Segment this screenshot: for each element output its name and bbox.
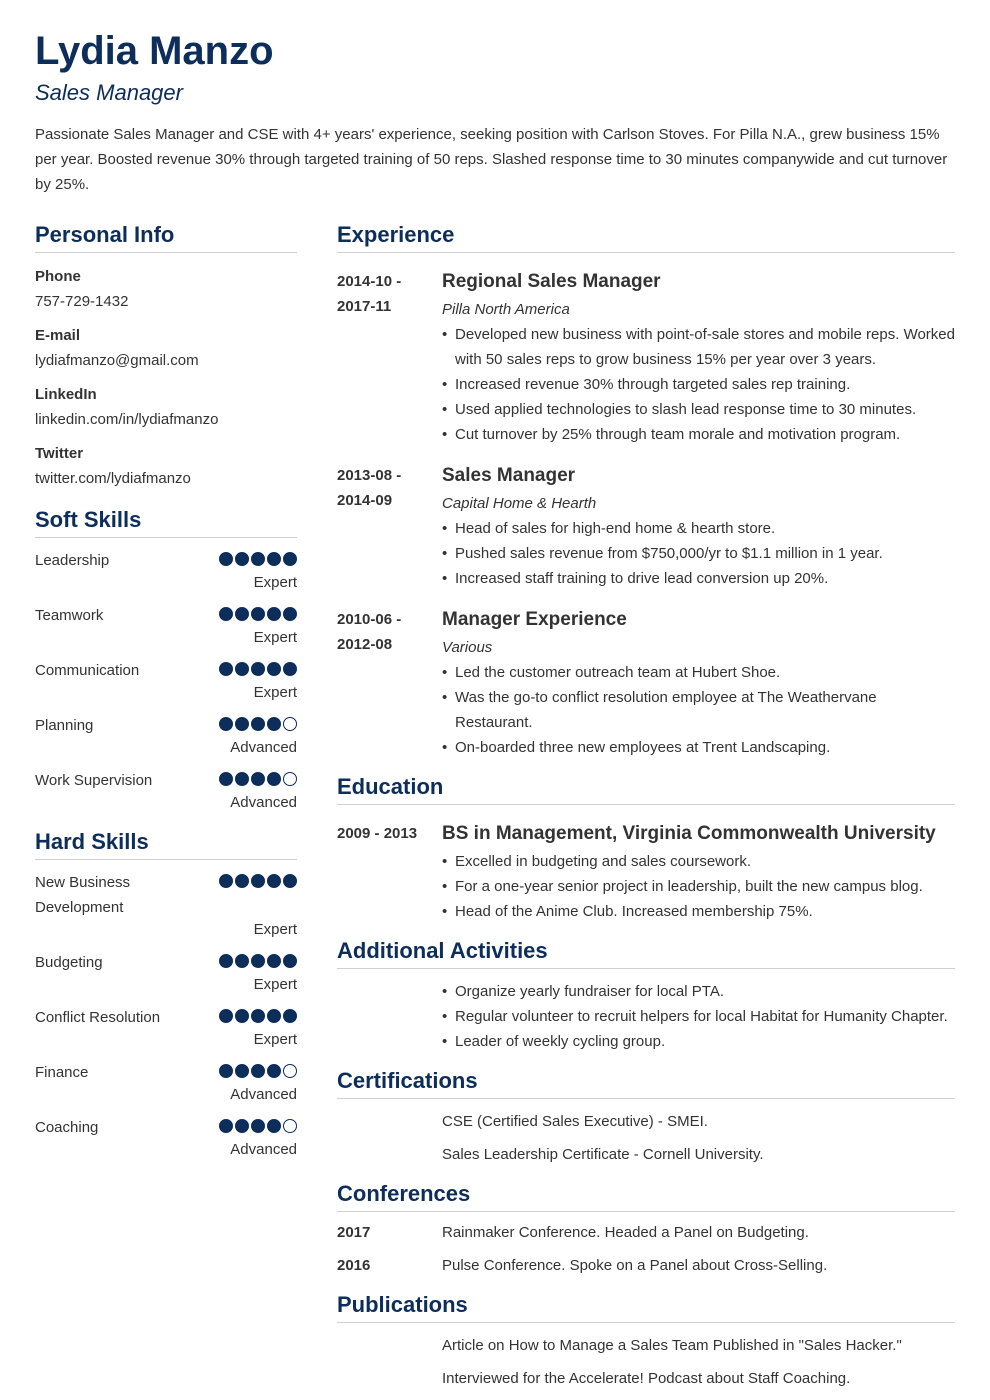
- filled-dot-icon: [251, 772, 265, 786]
- personal-info-list: [35, 267, 297, 489]
- skill-rating-dots: [219, 1009, 297, 1023]
- twitter-value: twitter.com/lydiafmanzo: [35, 470, 191, 487]
- experience-section: [337, 222, 955, 760]
- skill-level: Advanced: [230, 1086, 297, 1103]
- filled-dot-icon: [267, 772, 281, 786]
- filled-dot-icon: [267, 662, 281, 676]
- filled-dot-icon: [235, 1009, 249, 1023]
- activities-date-spacer: [337, 979, 442, 1054]
- filled-dot-icon: [283, 552, 297, 566]
- activity-item: • Organize yearly fundraiser for local PTA.: [442, 979, 955, 1004]
- experience-body: [442, 463, 955, 591]
- skill-item: [35, 1060, 297, 1105]
- filled-dot-icon: [267, 1009, 281, 1023]
- filled-dot-icon: [283, 607, 297, 621]
- filled-dot-icon: [235, 552, 249, 566]
- soft-skills-list: [35, 548, 297, 813]
- linkedin-value: linkedin.com/in/lydiafmanzo: [35, 411, 219, 428]
- education-detail-item: • Head of the Anime Club. Increased membership 75%.: [442, 899, 955, 924]
- company-name: Various: [442, 639, 493, 656]
- degree-title: BS in Management, Virginia Commonwealth University: [442, 823, 936, 844]
- experience-list: [337, 269, 955, 760]
- skill-item: [35, 658, 297, 703]
- filled-dot-icon: [251, 607, 265, 621]
- skill-name: Leadership: [35, 552, 110, 569]
- conference-year: 2016: [337, 1257, 371, 1274]
- responsibility-item: • Led the customer outreach team at Hubert Shoe.: [442, 660, 955, 685]
- skill-item: [35, 713, 297, 758]
- skill-name: Coaching: [35, 1119, 99, 1136]
- empty-dot-icon: [283, 1064, 297, 1078]
- conferences-heading: Conferences: [337, 1181, 955, 1212]
- responsibility-item: • Cut turnover by 25% through team morale and motivation program.: [442, 422, 955, 447]
- skill-level: Expert: [253, 629, 297, 646]
- skill-name: Work Supervision: [35, 772, 153, 789]
- profile-summary: Passionate Sales Manager and CSE with 4+ years' experience, seeking position with Carlson Stoves. For Pilla N.A., grew business 15% per year. Boosted revenue 30% through targeted training of 50 reps. Slashed response time to 30 minutes companywide and cut turnover by 25%.: [35, 126, 948, 193]
- education-detail-item: • Excelled in budgeting and sales coursework.: [442, 849, 955, 874]
- skill-item: [35, 768, 297, 813]
- activity-item: • Regular volunteer to recruit helpers for local Habitat for Humanity Chapter.: [442, 1004, 955, 1029]
- skill-rating-dots: [219, 1064, 297, 1078]
- education-detail-list: [442, 849, 955, 924]
- skill-item: [35, 548, 297, 593]
- conference-text: Pulse Conference. Spoke on a Panel about Cross-Selling.: [442, 1257, 828, 1274]
- publications-heading: Publications: [337, 1292, 955, 1323]
- education-entry: [337, 821, 955, 924]
- filled-dot-icon: [219, 552, 233, 566]
- phone-value: 757-729-1432: [35, 293, 129, 310]
- certifications-list: [442, 1101, 955, 1167]
- filled-dot-icon: [235, 772, 249, 786]
- left-column: [35, 222, 297, 1170]
- skill-level: Advanced: [230, 794, 297, 811]
- activities-list: [442, 979, 955, 1054]
- filled-dot-icon: [267, 874, 281, 888]
- responsibility-list: [442, 516, 955, 591]
- skill-rating-dots: [219, 772, 297, 786]
- responsibility-item: • Was the go-to conflict resolution employee at The Weathervane Restaurant.: [442, 685, 955, 735]
- filled-dot-icon: [267, 954, 281, 968]
- certifications-heading: Certifications: [337, 1068, 955, 1099]
- soft-skills-heading: Soft Skills: [35, 507, 297, 538]
- activities-heading: Additional Activities: [337, 938, 955, 969]
- position-title: Regional Sales Manager: [442, 271, 661, 292]
- skill-name: Communication: [35, 662, 140, 679]
- linkedin-label: LinkedIn: [35, 386, 97, 403]
- filled-dot-icon: [251, 717, 265, 731]
- responsibility-item: • Pushed sales revenue from $750,000/yr to $1.1 million in 1 year.: [442, 541, 955, 566]
- experience-entry: [337, 463, 955, 591]
- filled-dot-icon: [235, 717, 249, 731]
- position-title: Sales Manager: [442, 465, 576, 486]
- email-value: lydiafmanzo@gmail.com: [35, 352, 199, 369]
- experience-body: [442, 607, 955, 760]
- personal-info-heading: Personal Info: [35, 222, 297, 253]
- filled-dot-icon: [251, 874, 265, 888]
- filled-dot-icon: [219, 1064, 233, 1078]
- publications-date-spacer: [337, 1325, 442, 1391]
- skill-level: Expert: [253, 976, 297, 993]
- filled-dot-icon: [283, 954, 297, 968]
- responsibility-item: • Used applied technologies to slash lead response time to 30 minutes.: [442, 397, 955, 422]
- skill-rating-dots: [219, 662, 297, 676]
- skill-item: [35, 950, 297, 995]
- filled-dot-icon: [219, 717, 233, 731]
- skill-level: Advanced: [230, 739, 297, 756]
- filled-dot-icon: [283, 662, 297, 676]
- education-section: [337, 774, 955, 924]
- filled-dot-icon: [235, 1119, 249, 1133]
- company-name: Pilla North America: [442, 301, 570, 318]
- skill-rating-dots: [219, 874, 297, 888]
- certifications-section: [337, 1068, 955, 1167]
- filled-dot-icon: [267, 1064, 281, 1078]
- candidate-name: Lydia Manzo: [35, 29, 274, 73]
- certification-item: CSE (Certified Sales Executive) - SMEI.: [442, 1113, 708, 1130]
- experience-heading: Experience: [337, 222, 955, 253]
- responsibility-item: • Increased staff training to drive lead conversion up 20%.: [442, 566, 955, 591]
- filled-dot-icon: [251, 662, 265, 676]
- empty-dot-icon: [283, 1119, 297, 1133]
- filled-dot-icon: [235, 1064, 249, 1078]
- filled-dot-icon: [219, 1009, 233, 1023]
- filled-dot-icon: [219, 1119, 233, 1133]
- skill-name: New Business Development: [35, 874, 131, 916]
- email-label: E-mail: [35, 327, 81, 344]
- experience-date: 2013-08 - 2014-09: [337, 467, 402, 509]
- skill-item: [35, 1005, 297, 1050]
- filled-dot-icon: [219, 662, 233, 676]
- filled-dot-icon: [235, 954, 249, 968]
- hard-skills-heading: Hard Skills: [35, 829, 297, 860]
- experience-entry: [337, 607, 955, 760]
- experience-entry: [337, 269, 955, 447]
- skill-name: Budgeting: [35, 954, 103, 971]
- skill-item: [35, 603, 297, 648]
- filled-dot-icon: [235, 662, 249, 676]
- filled-dot-icon: [219, 954, 233, 968]
- experience-date: 2010-06 - 2012-08: [337, 611, 402, 653]
- job-title: Sales Manager: [35, 80, 183, 105]
- skill-level: Expert: [253, 921, 297, 938]
- empty-dot-icon: [283, 717, 297, 731]
- filled-dot-icon: [251, 954, 265, 968]
- publication-item: Interviewed for the Accelerate! Podcast about Staff Coaching.: [442, 1370, 851, 1387]
- filled-dot-icon: [267, 1119, 281, 1133]
- responsibility-item: • On-boarded three new employees at Trent Landscaping.: [442, 735, 955, 760]
- conferences-section: [337, 1181, 955, 1278]
- activities-section: [337, 938, 955, 1054]
- skill-level: Expert: [253, 574, 297, 591]
- experience-date: 2014-10 - 2017-11: [337, 273, 402, 315]
- right-column: [337, 222, 955, 1391]
- education-date: 2009 - 2013: [337, 825, 418, 842]
- skill-item: [35, 870, 297, 940]
- responsibility-item: • Increased revenue 30% through targeted sales rep training.: [442, 372, 955, 397]
- hard-skills-list: [35, 870, 297, 1160]
- empty-dot-icon: [283, 772, 297, 786]
- publications-entry: [337, 1325, 955, 1391]
- responsibility-item: • Developed new business with point-of-sale stores and mobile reps. Worked with 50 sales reps to grow business 15% per year over 3 years.: [442, 322, 955, 372]
- filled-dot-icon: [251, 1064, 265, 1078]
- conference-text: Rainmaker Conference. Headed a Panel on Budgeting.: [442, 1224, 809, 1241]
- filled-dot-icon: [219, 772, 233, 786]
- skill-item: [35, 1115, 297, 1160]
- skill-name: Planning: [35, 717, 94, 734]
- phone-label: Phone: [35, 268, 81, 285]
- filled-dot-icon: [267, 552, 281, 566]
- publications-section: [337, 1292, 955, 1391]
- skill-rating-dots: [219, 717, 297, 731]
- filled-dot-icon: [251, 552, 265, 566]
- filled-dot-icon: [235, 874, 249, 888]
- experience-body: [442, 269, 955, 447]
- activity-item: • Leader of weekly cycling group.: [442, 1029, 955, 1054]
- education-body: [442, 821, 955, 924]
- education-heading: Education: [337, 774, 955, 805]
- skill-name: Conflict Resolution: [35, 1009, 161, 1026]
- skill-level: Advanced: [230, 1141, 297, 1158]
- conference-year: 2017: [337, 1224, 371, 1241]
- filled-dot-icon: [251, 1009, 265, 1023]
- conference-item: [337, 1253, 955, 1278]
- responsibility-list: [442, 660, 955, 760]
- activities-entry: [337, 979, 955, 1054]
- education-detail-item: • For a one-year senior project in leadership, built the new campus blog.: [442, 874, 955, 899]
- skill-rating-dots: [219, 954, 297, 968]
- skill-level: Expert: [253, 1031, 297, 1048]
- company-name: Capital Home & Hearth: [442, 495, 597, 512]
- filled-dot-icon: [267, 717, 281, 731]
- publication-item: Article on How to Manage a Sales Team Published in "Sales Hacker.": [442, 1337, 902, 1354]
- filled-dot-icon: [219, 607, 233, 621]
- publications-list: [442, 1325, 955, 1391]
- filled-dot-icon: [219, 874, 233, 888]
- filled-dot-icon: [267, 607, 281, 621]
- responsibility-list: [442, 322, 955, 447]
- filled-dot-icon: [251, 1119, 265, 1133]
- skill-name: Teamwork: [35, 607, 104, 624]
- position-title: Manager Experience: [442, 609, 627, 630]
- skill-rating-dots: [219, 607, 297, 621]
- twitter-label: Twitter: [35, 445, 84, 462]
- filled-dot-icon: [283, 874, 297, 888]
- conference-item: [337, 1220, 955, 1245]
- responsibility-item: • Head of sales for high-end home & hearth store.: [442, 516, 955, 541]
- skill-name: Finance: [35, 1064, 89, 1081]
- filled-dot-icon: [283, 1009, 297, 1023]
- conferences-list: [337, 1220, 955, 1278]
- education-list: [337, 821, 955, 924]
- filled-dot-icon: [235, 607, 249, 621]
- skill-rating-dots: [219, 1119, 297, 1133]
- certifications-date-spacer: [337, 1101, 442, 1167]
- certifications-entry: [337, 1101, 955, 1167]
- skill-rating-dots: [219, 552, 297, 566]
- certification-item: Sales Leadership Certificate - Cornell University.: [442, 1146, 764, 1163]
- skill-level: Expert: [253, 684, 297, 701]
